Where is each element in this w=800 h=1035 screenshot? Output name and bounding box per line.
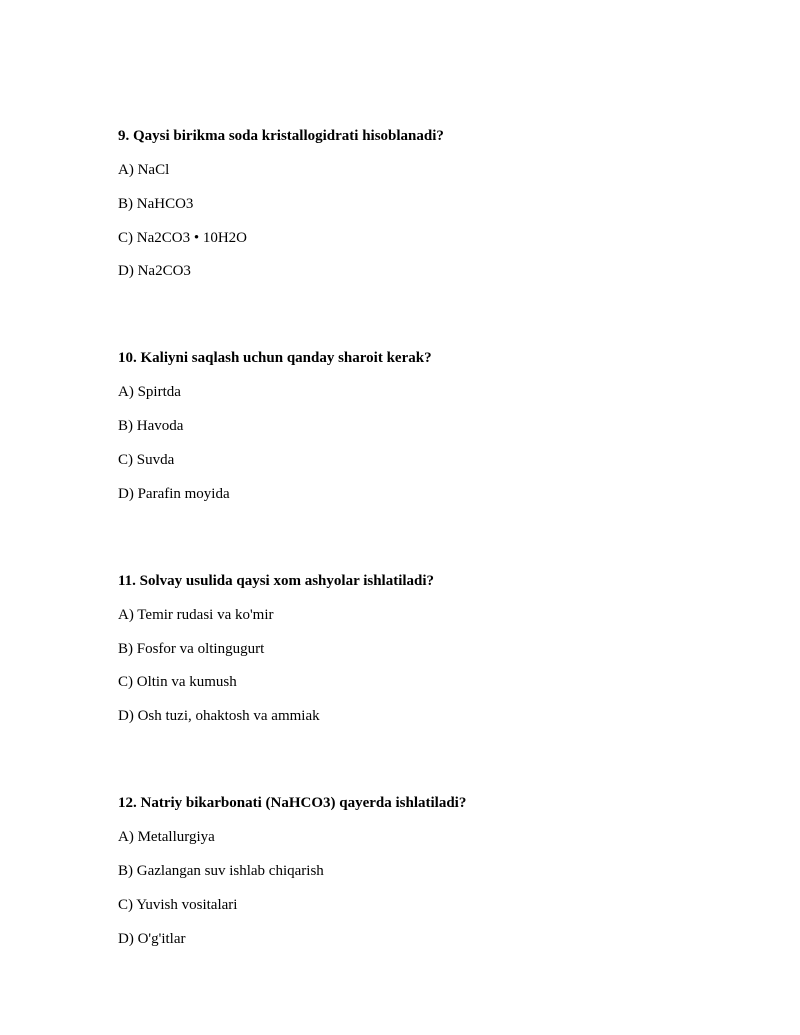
option-list	[118, 827, 758, 948]
question-title: 9. Qaysi birikma soda kristallogidrati hisoblanadi?	[118, 128, 444, 144]
question-title: 12. Natriy bikarbonati (NaHCO3) qayerda ishlatiladi?	[118, 795, 467, 812]
option-a: A) Spirtda	[118, 384, 181, 401]
option-c: C) Yuvish vositalari	[118, 896, 238, 913]
option-b: B) Havoda	[118, 418, 184, 435]
document-page	[118, 126, 758, 949]
option-d: D) Parafin moyida	[118, 485, 230, 502]
option-d: D) Na2CO3	[118, 263, 191, 280]
option-b: B) NaHCO3	[118, 195, 194, 212]
option-list	[118, 160, 758, 281]
option-list	[118, 382, 758, 503]
question-10	[118, 348, 758, 503]
option-list	[118, 605, 758, 726]
option-b: B) Gazlangan suv ishlab chiqarish	[118, 862, 324, 879]
question-9	[118, 126, 758, 281]
option-a: A) Metallurgiya	[118, 829, 215, 846]
option-d: D) Osh tuzi, ohaktosh va ammiak	[118, 708, 320, 725]
option-b: B) Fosfor va oltingugurt	[118, 640, 265, 657]
question-11	[118, 571, 758, 726]
question-title: 11. Solvay usulida qaysi xom ashyolar ishlatiladi?	[118, 572, 435, 589]
question-title: 10. Kaliyni saqlash uchun qanday sharoit kerak?	[118, 350, 432, 367]
question-12	[118, 793, 758, 948]
option-a: A) Temir rudasi va ko'mir	[118, 606, 274, 623]
option-c: C) Suvda	[118, 451, 175, 468]
option-c: C) Oltin va kumush	[118, 674, 237, 691]
option-c: C) Na2CO3 • 10H2O	[118, 229, 247, 246]
option-d: D) O'g'itlar	[118, 930, 186, 947]
option-a: A) NaCl	[118, 162, 170, 178]
